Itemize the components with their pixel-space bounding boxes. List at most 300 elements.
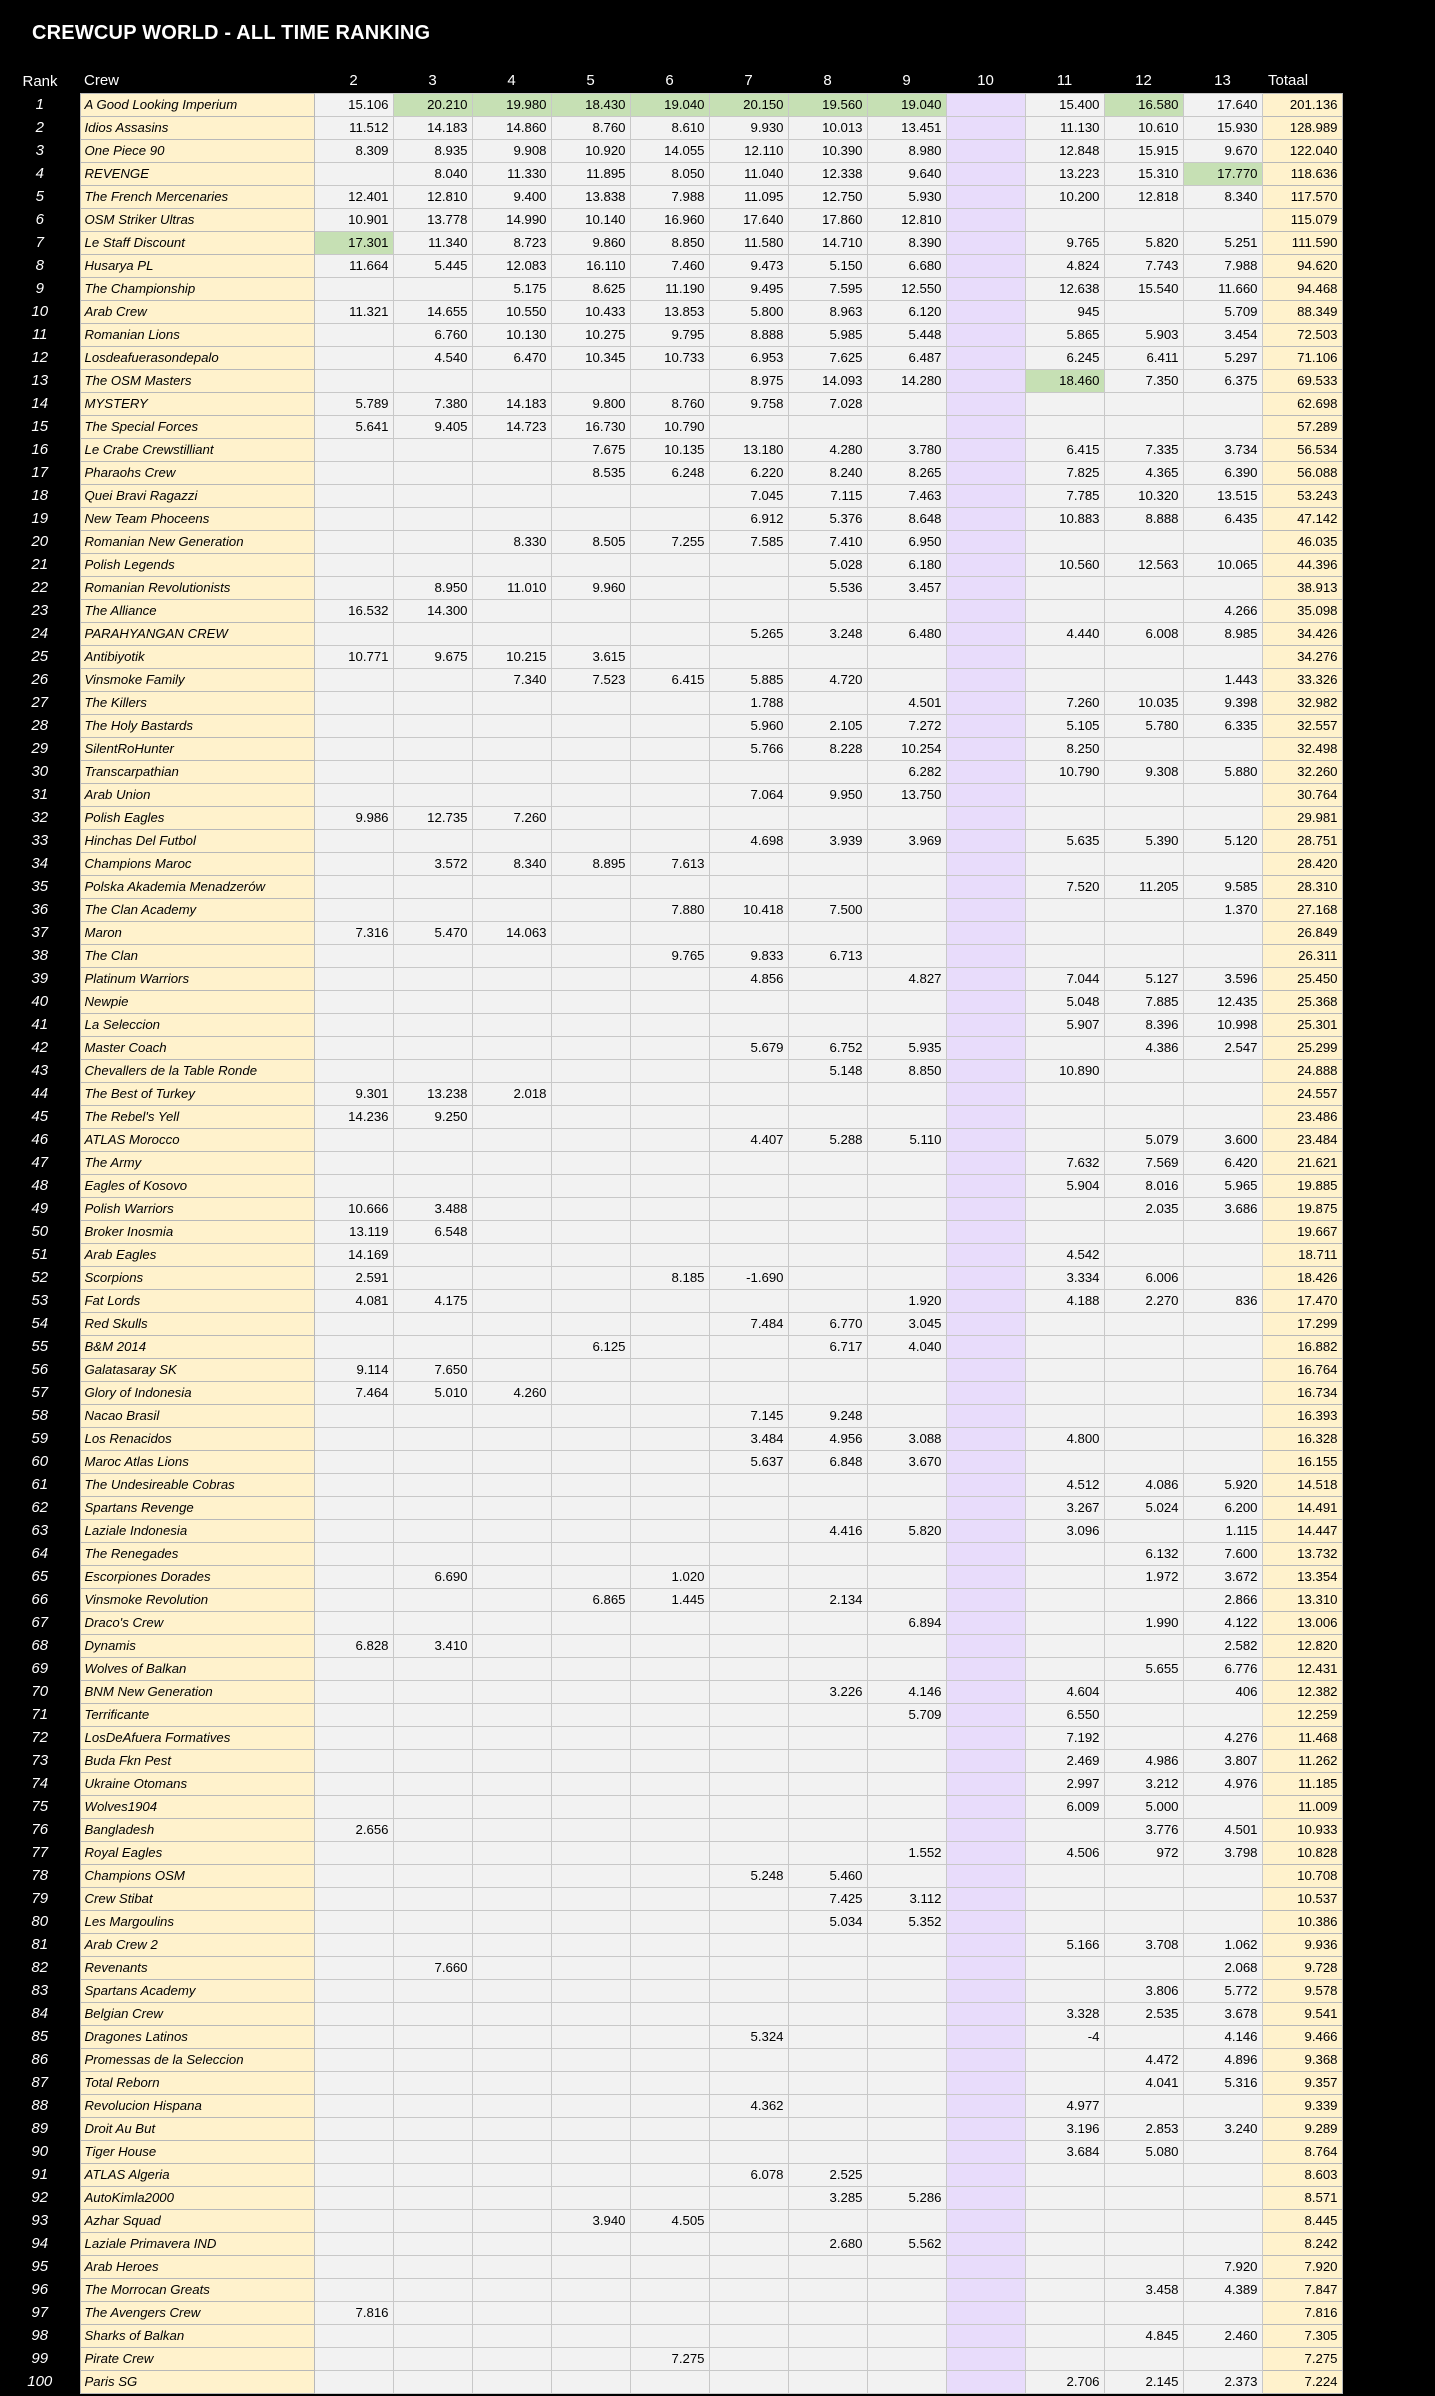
score-cell-round-2[interactable] — [314, 323, 393, 346]
total-cell[interactable]: 7.920 — [1262, 2255, 1342, 2278]
score-cell-round-8[interactable]: 3.248 — [788, 622, 867, 645]
rank-cell[interactable]: 38 — [0, 944, 80, 967]
score-cell-round-3[interactable] — [393, 1703, 472, 1726]
score-cell-round-11[interactable]: 3.684 — [1025, 2140, 1104, 2163]
score-cell-round-10[interactable] — [946, 668, 1025, 691]
rank-cell[interactable]: 6 — [0, 208, 80, 231]
score-cell-round-3[interactable]: 5.470 — [393, 921, 472, 944]
score-cell-round-3[interactable] — [393, 1496, 472, 1519]
score-cell-round-11[interactable]: 5.166 — [1025, 1933, 1104, 1956]
score-cell-round-3[interactable] — [393, 1657, 472, 1680]
score-cell-round-6[interactable] — [630, 2140, 709, 2163]
crew-name-cell[interactable]: The Alliance — [80, 599, 314, 622]
score-cell-round-4[interactable] — [472, 1657, 551, 1680]
score-cell-round-9[interactable] — [867, 1404, 946, 1427]
score-cell-round-7[interactable]: 9.930 — [709, 116, 788, 139]
score-cell-round-3[interactable] — [393, 2232, 472, 2255]
score-cell-round-12[interactable] — [1104, 1358, 1183, 1381]
score-cell-round-6[interactable] — [630, 1289, 709, 1312]
score-cell-round-7[interactable]: 7.484 — [709, 1312, 788, 1335]
rank-cell[interactable]: 33 — [0, 829, 80, 852]
rank-cell[interactable]: 28 — [0, 714, 80, 737]
score-cell-round-3[interactable]: 4.540 — [393, 346, 472, 369]
score-cell-round-6[interactable]: 1.020 — [630, 1565, 709, 1588]
score-cell-round-6[interactable] — [630, 1887, 709, 1910]
score-cell-round-4[interactable]: 14.860 — [472, 116, 551, 139]
crew-name-cell[interactable]: Terrificante — [80, 1703, 314, 1726]
score-cell-round-12[interactable]: 3.776 — [1104, 1818, 1183, 1841]
rank-cell[interactable]: 35 — [0, 875, 80, 898]
score-cell-round-11[interactable]: 15.400 — [1025, 93, 1104, 116]
score-cell-round-12[interactable] — [1104, 1680, 1183, 1703]
score-cell-round-9[interactable]: 5.448 — [867, 323, 946, 346]
score-cell-round-9[interactable]: 3.088 — [867, 1427, 946, 1450]
score-cell-round-9[interactable]: 6.180 — [867, 553, 946, 576]
score-cell-round-12[interactable]: 7.350 — [1104, 369, 1183, 392]
score-cell-round-6[interactable] — [630, 760, 709, 783]
total-cell[interactable]: 26.849 — [1262, 921, 1342, 944]
total-cell[interactable]: 28.310 — [1262, 875, 1342, 898]
rank-cell[interactable]: 80 — [0, 1910, 80, 1933]
score-cell-round-11[interactable] — [1025, 852, 1104, 875]
score-cell-round-7[interactable] — [709, 1358, 788, 1381]
score-cell-round-7[interactable] — [709, 2370, 788, 2393]
score-cell-round-2[interactable]: 11.321 — [314, 300, 393, 323]
score-cell-round-10[interactable] — [946, 2209, 1025, 2232]
score-cell-round-3[interactable] — [393, 484, 472, 507]
score-cell-round-12[interactable]: 5.903 — [1104, 323, 1183, 346]
rank-cell[interactable]: 55 — [0, 1335, 80, 1358]
score-cell-round-2[interactable] — [314, 2094, 393, 2117]
crew-name-cell[interactable]: The Morrocan Greats — [80, 2278, 314, 2301]
score-cell-round-6[interactable]: 10.135 — [630, 438, 709, 461]
score-cell-round-7[interactable] — [709, 553, 788, 576]
score-cell-round-3[interactable] — [393, 2140, 472, 2163]
score-cell-round-12[interactable]: 15.915 — [1104, 139, 1183, 162]
rank-cell[interactable]: 93 — [0, 2209, 80, 2232]
score-cell-round-5[interactable] — [551, 1266, 630, 1289]
score-cell-round-8[interactable]: 8.228 — [788, 737, 867, 760]
crew-name-cell[interactable]: The Championship — [80, 277, 314, 300]
crew-name-cell[interactable]: Newpie — [80, 990, 314, 1013]
score-cell-round-7[interactable] — [709, 1933, 788, 1956]
total-cell[interactable]: 13.310 — [1262, 1588, 1342, 1611]
score-cell-round-13[interactable] — [1183, 1312, 1262, 1335]
rank-cell[interactable]: 30 — [0, 760, 80, 783]
total-cell[interactable]: 56.088 — [1262, 461, 1342, 484]
score-cell-round-4[interactable] — [472, 2209, 551, 2232]
score-cell-round-7[interactable]: 5.766 — [709, 737, 788, 760]
score-cell-round-8[interactable] — [788, 990, 867, 1013]
score-cell-round-10[interactable] — [946, 898, 1025, 921]
score-cell-round-11[interactable] — [1025, 2163, 1104, 2186]
score-cell-round-8[interactable] — [788, 1795, 867, 1818]
score-cell-round-2[interactable] — [314, 507, 393, 530]
crew-name-cell[interactable]: Laziale Primavera IND — [80, 2232, 314, 2255]
total-cell[interactable]: 16.764 — [1262, 1358, 1342, 1381]
score-cell-round-13[interactable] — [1183, 2301, 1262, 2324]
score-cell-round-11[interactable]: 5.048 — [1025, 990, 1104, 1013]
score-cell-round-6[interactable] — [630, 1680, 709, 1703]
score-cell-round-5[interactable] — [551, 1910, 630, 1933]
score-cell-round-12[interactable] — [1104, 1381, 1183, 1404]
total-cell[interactable]: 33.326 — [1262, 668, 1342, 691]
score-cell-round-8[interactable] — [788, 1657, 867, 1680]
score-cell-round-3[interactable] — [393, 622, 472, 645]
score-cell-round-6[interactable] — [630, 2094, 709, 2117]
crew-name-cell[interactable]: Belgian Crew — [80, 2002, 314, 2025]
score-cell-round-10[interactable] — [946, 829, 1025, 852]
total-cell[interactable]: 14.518 — [1262, 1473, 1342, 1496]
score-cell-round-5[interactable] — [551, 1197, 630, 1220]
score-cell-round-4[interactable] — [472, 1795, 551, 1818]
score-cell-round-9[interactable] — [867, 1013, 946, 1036]
score-cell-round-8[interactable] — [788, 2370, 867, 2393]
score-cell-round-13[interactable]: 5.297 — [1183, 346, 1262, 369]
score-cell-round-11[interactable] — [1025, 415, 1104, 438]
crew-name-cell[interactable]: Red Skulls — [80, 1312, 314, 1335]
score-cell-round-12[interactable] — [1104, 300, 1183, 323]
rank-cell[interactable]: 83 — [0, 1979, 80, 2002]
score-cell-round-10[interactable] — [946, 346, 1025, 369]
score-cell-round-2[interactable] — [314, 714, 393, 737]
score-cell-round-12[interactable]: 9.308 — [1104, 760, 1183, 783]
score-cell-round-9[interactable]: 4.501 — [867, 691, 946, 714]
score-cell-round-13[interactable] — [1183, 576, 1262, 599]
score-cell-round-9[interactable] — [867, 1588, 946, 1611]
score-cell-round-3[interactable] — [393, 1818, 472, 1841]
score-cell-round-6[interactable] — [630, 2324, 709, 2347]
total-cell[interactable]: 7.816 — [1262, 2301, 1342, 2324]
score-cell-round-7[interactable]: 17.640 — [709, 208, 788, 231]
score-cell-round-8[interactable] — [788, 1381, 867, 1404]
score-cell-round-11[interactable]: 5.904 — [1025, 1174, 1104, 1197]
score-cell-round-13[interactable] — [1183, 921, 1262, 944]
score-cell-round-12[interactable] — [1104, 1335, 1183, 1358]
rank-cell[interactable]: 53 — [0, 1289, 80, 1312]
rank-cell[interactable]: 98 — [0, 2324, 80, 2347]
score-cell-round-3[interactable] — [393, 1979, 472, 2002]
score-cell-round-7[interactable] — [709, 1496, 788, 1519]
score-cell-round-13[interactable]: 6.375 — [1183, 369, 1262, 392]
total-cell[interactable]: 28.420 — [1262, 852, 1342, 875]
total-cell[interactable]: 18.711 — [1262, 1243, 1342, 1266]
score-cell-round-13[interactable]: 4.501 — [1183, 1818, 1262, 1841]
score-cell-round-2[interactable] — [314, 2370, 393, 2393]
score-cell-round-10[interactable] — [946, 1818, 1025, 1841]
header-round-13[interactable]: 13 — [1183, 70, 1262, 93]
score-cell-round-10[interactable] — [946, 1565, 1025, 1588]
total-cell[interactable]: 12.382 — [1262, 1680, 1342, 1703]
score-cell-round-3[interactable] — [393, 1128, 472, 1151]
score-cell-round-3[interactable]: 13.238 — [393, 1082, 472, 1105]
score-cell-round-9[interactable]: 5.820 — [867, 1519, 946, 1542]
rank-cell[interactable]: 32 — [0, 806, 80, 829]
score-cell-round-3[interactable] — [393, 277, 472, 300]
rank-cell[interactable]: 14 — [0, 392, 80, 415]
score-cell-round-9[interactable] — [867, 1979, 946, 2002]
score-cell-round-9[interactable]: 5.562 — [867, 2232, 946, 2255]
score-cell-round-9[interactable]: 3.780 — [867, 438, 946, 461]
score-cell-round-9[interactable] — [867, 1634, 946, 1657]
score-cell-round-8[interactable]: 3.226 — [788, 1680, 867, 1703]
score-cell-round-2[interactable] — [314, 2324, 393, 2347]
score-cell-round-12[interactable]: 4.386 — [1104, 1036, 1183, 1059]
score-cell-round-8[interactable] — [788, 415, 867, 438]
score-cell-round-13[interactable]: 11.660 — [1183, 277, 1262, 300]
score-cell-round-10[interactable] — [946, 852, 1025, 875]
score-cell-round-8[interactable] — [788, 2209, 867, 2232]
score-cell-round-6[interactable] — [630, 645, 709, 668]
score-cell-round-10[interactable] — [946, 1979, 1025, 2002]
score-cell-round-12[interactable]: 4.472 — [1104, 2048, 1183, 2071]
score-cell-round-7[interactable] — [709, 1887, 788, 1910]
score-cell-round-10[interactable] — [946, 875, 1025, 898]
score-cell-round-6[interactable]: 10.733 — [630, 346, 709, 369]
score-cell-round-3[interactable] — [393, 438, 472, 461]
crew-name-cell[interactable]: Promessas de la Seleccion — [80, 2048, 314, 2071]
score-cell-round-5[interactable] — [551, 1243, 630, 1266]
score-cell-round-3[interactable]: 9.250 — [393, 1105, 472, 1128]
total-cell[interactable]: 19.875 — [1262, 1197, 1342, 1220]
score-cell-round-4[interactable] — [472, 553, 551, 576]
score-cell-round-3[interactable] — [393, 737, 472, 760]
score-cell-round-12[interactable]: 972 — [1104, 1841, 1183, 1864]
score-cell-round-11[interactable] — [1025, 1910, 1104, 1933]
crew-name-cell[interactable]: Polish Warriors — [80, 1197, 314, 1220]
score-cell-round-3[interactable] — [393, 691, 472, 714]
score-cell-round-3[interactable]: 6.548 — [393, 1220, 472, 1243]
score-cell-round-2[interactable] — [314, 1680, 393, 1703]
score-cell-round-3[interactable] — [393, 1910, 472, 1933]
total-cell[interactable]: 12.259 — [1262, 1703, 1342, 1726]
score-cell-round-2[interactable] — [314, 1427, 393, 1450]
score-cell-round-2[interactable]: 6.828 — [314, 1634, 393, 1657]
score-cell-round-10[interactable] — [946, 2186, 1025, 2209]
score-cell-round-2[interactable] — [314, 1174, 393, 1197]
score-cell-round-4[interactable]: 8.340 — [472, 852, 551, 875]
score-cell-round-10[interactable] — [946, 599, 1025, 622]
score-cell-round-8[interactable]: 6.752 — [788, 1036, 867, 1059]
crew-name-cell[interactable]: Buda Fkn Pest — [80, 1749, 314, 1772]
score-cell-round-7[interactable] — [709, 1749, 788, 1772]
score-cell-round-2[interactable] — [314, 2163, 393, 2186]
score-cell-round-8[interactable] — [788, 2347, 867, 2370]
score-cell-round-10[interactable] — [946, 231, 1025, 254]
score-cell-round-3[interactable] — [393, 2071, 472, 2094]
score-cell-round-2[interactable] — [314, 461, 393, 484]
score-cell-round-10[interactable] — [946, 1174, 1025, 1197]
score-cell-round-9[interactable]: 1.920 — [867, 1289, 946, 1312]
score-cell-round-8[interactable] — [788, 1105, 867, 1128]
score-cell-round-7[interactable]: 9.758 — [709, 392, 788, 415]
score-cell-round-10[interactable] — [946, 1496, 1025, 1519]
score-cell-round-9[interactable]: 8.648 — [867, 507, 946, 530]
total-cell[interactable]: 9.339 — [1262, 2094, 1342, 2117]
total-cell[interactable]: 111.590 — [1262, 231, 1342, 254]
crew-name-cell[interactable]: Dynamis — [80, 1634, 314, 1657]
score-cell-round-4[interactable] — [472, 898, 551, 921]
score-cell-round-9[interactable] — [867, 2025, 946, 2048]
score-cell-round-4[interactable] — [472, 1473, 551, 1496]
score-cell-round-6[interactable] — [630, 2071, 709, 2094]
score-cell-round-5[interactable] — [551, 829, 630, 852]
score-cell-round-3[interactable] — [393, 2278, 472, 2301]
score-cell-round-3[interactable]: 7.380 — [393, 392, 472, 415]
score-cell-round-9[interactable] — [867, 806, 946, 829]
score-cell-round-13[interactable] — [1183, 737, 1262, 760]
crew-name-cell[interactable]: The Killers — [80, 691, 314, 714]
score-cell-round-11[interactable] — [1025, 806, 1104, 829]
total-cell[interactable]: 34.426 — [1262, 622, 1342, 645]
score-cell-round-9[interactable] — [867, 392, 946, 415]
crew-name-cell[interactable]: BNM New Generation — [80, 1680, 314, 1703]
crew-name-cell[interactable]: Dragones Latinos — [80, 2025, 314, 2048]
score-cell-round-9[interactable]: 13.451 — [867, 116, 946, 139]
score-cell-round-4[interactable] — [472, 1151, 551, 1174]
score-cell-round-10[interactable] — [946, 1450, 1025, 1473]
score-cell-round-11[interactable]: 12.638 — [1025, 277, 1104, 300]
crew-name-cell[interactable]: Nacao Brasil — [80, 1404, 314, 1427]
rank-cell[interactable]: 44 — [0, 1082, 80, 1105]
score-cell-round-9[interactable] — [867, 1358, 946, 1381]
score-cell-round-12[interactable] — [1104, 392, 1183, 415]
score-cell-round-10[interactable] — [946, 2232, 1025, 2255]
score-cell-round-12[interactable]: 4.986 — [1104, 1749, 1183, 1772]
rank-cell[interactable]: 49 — [0, 1197, 80, 1220]
score-cell-round-12[interactable] — [1104, 2025, 1183, 2048]
score-cell-round-8[interactable]: 7.410 — [788, 530, 867, 553]
rank-cell[interactable]: 42 — [0, 1036, 80, 1059]
rank-cell[interactable]: 11 — [0, 323, 80, 346]
score-cell-round-7[interactable] — [709, 2347, 788, 2370]
score-cell-round-7[interactable] — [709, 1082, 788, 1105]
score-cell-round-4[interactable] — [472, 1542, 551, 1565]
rank-cell[interactable]: 89 — [0, 2117, 80, 2140]
score-cell-round-11[interactable] — [1025, 1979, 1104, 2002]
score-cell-round-13[interactable] — [1183, 1381, 1262, 1404]
score-cell-round-11[interactable] — [1025, 1887, 1104, 1910]
score-cell-round-11[interactable]: 12.848 — [1025, 139, 1104, 162]
crew-name-cell[interactable]: Crew Stibat — [80, 1887, 314, 1910]
score-cell-round-8[interactable]: 2.525 — [788, 2163, 867, 2186]
score-cell-round-10[interactable] — [946, 461, 1025, 484]
score-cell-round-11[interactable] — [1025, 1105, 1104, 1128]
score-cell-round-6[interactable] — [630, 1404, 709, 1427]
score-cell-round-5[interactable] — [551, 1565, 630, 1588]
score-cell-round-10[interactable] — [946, 2301, 1025, 2324]
rank-cell[interactable]: 78 — [0, 1864, 80, 1887]
score-cell-round-13[interactable] — [1183, 1059, 1262, 1082]
score-cell-round-11[interactable]: 11.130 — [1025, 116, 1104, 139]
total-cell[interactable]: 32.260 — [1262, 760, 1342, 783]
header-round-6[interactable]: 6 — [630, 70, 709, 93]
score-cell-round-2[interactable]: 5.641 — [314, 415, 393, 438]
score-cell-round-10[interactable] — [946, 2347, 1025, 2370]
score-cell-round-10[interactable] — [946, 139, 1025, 162]
crew-name-cell[interactable]: Hinchas Del Futbol — [80, 829, 314, 852]
total-cell[interactable]: 11.262 — [1262, 1749, 1342, 1772]
total-cell[interactable]: 17.299 — [1262, 1312, 1342, 1335]
score-cell-round-13[interactable]: 6.435 — [1183, 507, 1262, 530]
score-cell-round-7[interactable] — [709, 1542, 788, 1565]
rank-cell[interactable]: 72 — [0, 1726, 80, 1749]
score-cell-round-5[interactable] — [551, 2163, 630, 2186]
rank-cell[interactable]: 36 — [0, 898, 80, 921]
score-cell-round-10[interactable] — [946, 323, 1025, 346]
score-cell-round-7[interactable] — [709, 1381, 788, 1404]
score-cell-round-7[interactable] — [709, 2255, 788, 2278]
score-cell-round-2[interactable] — [314, 2232, 393, 2255]
score-cell-round-5[interactable] — [551, 1680, 630, 1703]
total-cell[interactable]: 7.305 — [1262, 2324, 1342, 2347]
score-cell-round-8[interactable]: 5.460 — [788, 1864, 867, 1887]
score-cell-round-13[interactable]: 6.390 — [1183, 461, 1262, 484]
score-cell-round-6[interactable] — [630, 1841, 709, 1864]
score-cell-round-6[interactable] — [630, 1059, 709, 1082]
score-cell-round-12[interactable] — [1104, 1450, 1183, 1473]
score-cell-round-7[interactable] — [709, 1726, 788, 1749]
score-cell-round-11[interactable] — [1025, 645, 1104, 668]
score-cell-round-12[interactable] — [1104, 1243, 1183, 1266]
score-cell-round-9[interactable] — [867, 2324, 946, 2347]
score-cell-round-12[interactable] — [1104, 2255, 1183, 2278]
score-cell-round-6[interactable] — [630, 1243, 709, 1266]
score-cell-round-10[interactable] — [946, 1059, 1025, 1082]
score-cell-round-2[interactable] — [314, 1933, 393, 1956]
score-cell-round-6[interactable] — [630, 2163, 709, 2186]
score-cell-round-7[interactable]: 7.064 — [709, 783, 788, 806]
score-cell-round-9[interactable] — [867, 1266, 946, 1289]
score-cell-round-4[interactable] — [472, 2255, 551, 2278]
total-cell[interactable]: 32.982 — [1262, 691, 1342, 714]
score-cell-round-5[interactable] — [551, 1220, 630, 1243]
score-cell-round-9[interactable] — [867, 1243, 946, 1266]
score-cell-round-3[interactable]: 4.175 — [393, 1289, 472, 1312]
score-cell-round-5[interactable]: 7.675 — [551, 438, 630, 461]
header-round-5[interactable]: 5 — [551, 70, 630, 93]
total-cell[interactable]: 16.734 — [1262, 1381, 1342, 1404]
score-cell-round-13[interactable]: 3.596 — [1183, 967, 1262, 990]
crew-name-cell[interactable]: The OSM Masters — [80, 369, 314, 392]
score-cell-round-12[interactable]: 8.888 — [1104, 507, 1183, 530]
score-cell-round-4[interactable] — [472, 944, 551, 967]
score-cell-round-13[interactable] — [1183, 2232, 1262, 2255]
crew-name-cell[interactable]: Champions Maroc — [80, 852, 314, 875]
score-cell-round-6[interactable] — [630, 1450, 709, 1473]
crew-name-cell[interactable]: La Seleccion — [80, 1013, 314, 1036]
score-cell-round-2[interactable] — [314, 2025, 393, 2048]
score-cell-round-8[interactable]: 5.028 — [788, 553, 867, 576]
score-cell-round-9[interactable] — [867, 2278, 946, 2301]
score-cell-round-10[interactable] — [946, 1151, 1025, 1174]
score-cell-round-11[interactable]: 6.009 — [1025, 1795, 1104, 1818]
header-round-4[interactable]: 4 — [472, 70, 551, 93]
score-cell-round-5[interactable] — [551, 1082, 630, 1105]
score-cell-round-6[interactable] — [630, 1795, 709, 1818]
score-cell-round-3[interactable] — [393, 1013, 472, 1036]
score-cell-round-12[interactable] — [1104, 1864, 1183, 1887]
score-cell-round-10[interactable] — [946, 1266, 1025, 1289]
score-cell-round-6[interactable] — [630, 2301, 709, 2324]
rank-cell[interactable]: 77 — [0, 1841, 80, 1864]
score-cell-round-11[interactable]: 10.790 — [1025, 760, 1104, 783]
score-cell-round-9[interactable] — [867, 2301, 946, 2324]
score-cell-round-4[interactable] — [472, 1427, 551, 1450]
score-cell-round-11[interactable]: -4 — [1025, 2025, 1104, 2048]
rank-cell[interactable]: 88 — [0, 2094, 80, 2117]
score-cell-round-4[interactable]: 14.063 — [472, 921, 551, 944]
